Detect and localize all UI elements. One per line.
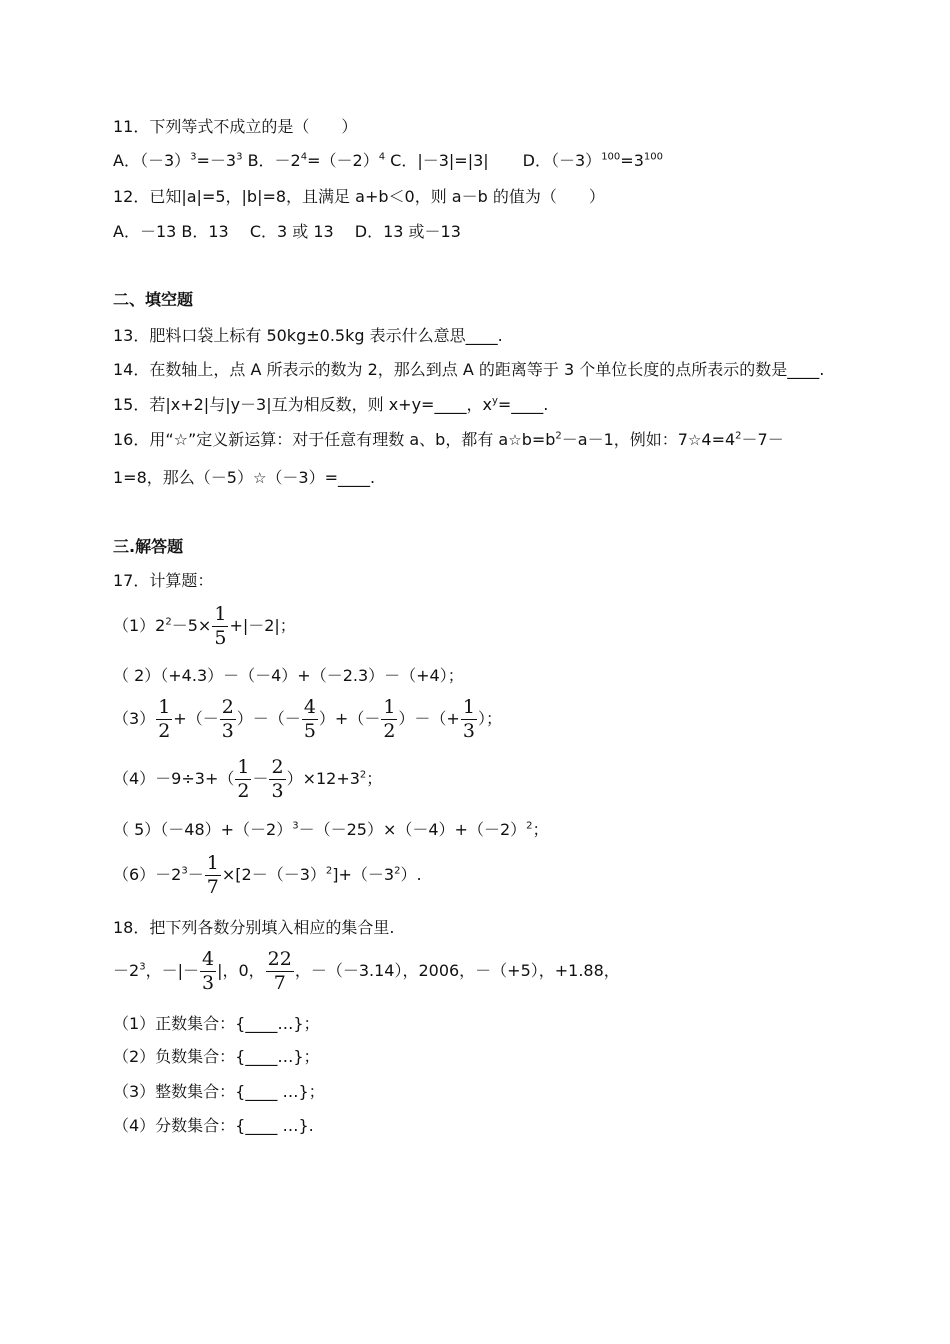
fraction [200,950,216,993]
text-fragment: （3） [113,709,156,728]
text-fragment: 100 [643,151,663,163]
text-fragment: （4）－9÷3+（ [113,769,235,788]
text-fragment: 3 [139,961,146,973]
text-fragment: 14．在数轴上，点 A 所表示的数为 2，那么到点 A 的距离等于 3 个单位长度的点所表示的数是____. [113,360,825,379]
text-fragment: 4 [201,948,215,970]
text-fragment: 2 [158,720,171,742]
question-18-set-positive [113,1014,320,1034]
text-fragment: =____. [497,395,549,414]
text-fragment: （3）整数集合：{____ …}； [113,1082,325,1101]
text-fragment: （ 2）（+4.3）－（－4）+（－2.3）－（+4）； [113,666,464,685]
text-fragment: －7－ [741,430,784,449]
text-fragment: －5× [171,616,212,635]
question-18-set-fraction [113,1116,314,1136]
question-18-set-negative [113,1047,320,1067]
text-fragment: 1 [214,603,227,625]
text-fragment: － [252,769,269,788]
question-17-part-3 [113,696,502,742]
text-fragment: 100 [601,151,621,163]
text-fragment: 3 [292,820,299,832]
text-fragment: ，－|－ [145,961,199,980]
question-13 [113,326,503,346]
text-fragment: 16．用“☆”定义新运算：对于任意有理数 a、b，都有 a [113,430,509,449]
text-fragment: 3 [201,972,215,994]
question-14 [113,360,824,380]
text-fragment: 3 [462,720,475,742]
text-fragment: （－3）=____. [266,468,376,487]
question-17-part-4 [113,756,382,802]
question-18-numbers [113,948,620,994]
text-fragment: A．（－3） [113,151,191,170]
text-fragment: ]+（－3 [332,865,395,884]
text-fragment: 18．把下列各数分别填入相应的集合里. [113,918,395,937]
question-17-part-5 [113,820,549,840]
fraction [461,698,477,741]
question-12-options [113,222,461,242]
text-fragment: 1 [237,756,250,778]
text-fragment: =3 [620,151,644,170]
text-fragment: 15．若|x+2|与|y－3|互为相反数，则 x+y=____，x [113,395,492,414]
text-fragment: ×[2－（－3） [221,865,326,884]
text-fragment: 4 [300,151,308,163]
text-fragment: （4）分数集合：{____ …}. [113,1116,314,1135]
text-fragment: 2 [325,865,333,877]
star-operator-icon: ☆ [687,431,702,449]
text-fragment: 11．下列等式不成立的是（ ） [113,117,358,136]
fraction [220,698,236,741]
text-fragment: 3 [190,151,197,163]
question-12-stem [113,187,605,207]
fraction [212,605,228,648]
text-fragment: （2）负数集合：{____…}； [113,1047,320,1066]
text-fragment: 7 [206,876,219,898]
text-fragment: 2 [237,780,250,802]
text-fragment: ； [366,769,383,788]
section-fill-in-title [113,290,193,310]
text-fragment: |，0， [217,961,265,980]
text-fragment: （ 5）（－48）+（－2） [113,820,293,839]
question-17-part-1 [113,603,296,649]
text-fragment: 12．已知|a|=5，|b|=8，且满足 a+b＜0，则 a－b 的值为（ ） [113,187,605,206]
text-fragment: （1）正数集合：{____…}； [113,1014,320,1033]
text-fragment: 3 [271,780,284,802]
text-fragment: ，－（－3.14），2006，－（+5），+1.88， [294,961,620,980]
fraction [205,854,221,897]
text-fragment: －（－25）×（－4）+（－2） [298,820,527,839]
question-18-set-integer [113,1082,325,1102]
text-fragment: （6）－2 [113,865,182,884]
text-fragment: 1 [383,696,396,718]
text-fragment: 4=4 [701,430,736,449]
text-fragment: B．－2 [242,151,301,170]
text-fragment: 3 [221,720,234,742]
text-fragment: =－3 [196,151,237,170]
fraction [381,698,397,741]
text-fragment: 2 [394,865,401,877]
text-fragment: － [187,865,204,884]
text-fragment: 5 [214,627,227,649]
question-16-line1 [113,430,784,450]
text-fragment: 4 [303,696,316,718]
text-fragment: 13．肥料口袋上标有 50kg±0.5kg 表示什么意思____. [113,326,503,345]
section-answer-title [113,537,183,557]
question-11-stem [113,117,357,137]
text-fragment: 三.解答题 [113,537,184,556]
text-fragment: 1 [206,852,219,874]
text-fragment: ）； [477,709,502,728]
text-fragment: 17．计算题： [113,571,214,590]
text-fragment: +|－2|； [229,616,296,635]
text-fragment: D．（－3） [522,151,602,170]
text-fragment: 7 [273,972,286,994]
text-fragment: 2 [735,430,742,442]
star-operator-icon: ☆ [508,431,522,449]
text-fragment: －a－1，例如：7 [561,430,688,449]
text-fragment: b=b [521,430,556,449]
text-fragment: 4 [378,151,386,163]
fraction [302,698,318,741]
fraction [156,698,172,741]
text-fragment: 2 [383,720,396,742]
text-fragment: ）. [400,865,422,884]
text-fragment: ）－（－ [236,709,301,728]
fraction [269,758,285,801]
text-fragment: （1）2 [113,616,166,635]
text-fragment: ）－（+ [398,709,460,728]
text-fragment: ）+（－ [318,709,381,728]
question-17-part-2 [113,666,464,686]
question-11-options [113,151,663,171]
text-fragment: 2 [221,696,234,718]
text-fragment: 22 [267,948,292,970]
text-fragment: 1 [158,696,171,718]
text-fragment: y [491,395,498,407]
text-fragment: 2 [271,756,284,778]
text-fragment: A．－13 B．13 C．3 或 13 D．13 或－13 [113,222,461,241]
text-fragment: 3 [181,865,188,877]
text-fragment: ； [532,820,549,839]
text-fragment: C．|－3|=|3| [385,151,489,170]
fraction [266,950,294,993]
text-fragment: 1 [462,696,475,718]
text-fragment: 3 [236,151,243,163]
text-fragment: 2 [555,430,562,442]
text-fragment: 二、填空题 [113,290,194,309]
star-operator-icon: ☆ [252,469,267,487]
text-fragment: +（－ [173,709,219,728]
text-fragment: 5 [303,720,316,742]
text-fragment: 2 [359,769,367,781]
text-fragment: －2 [113,961,140,980]
text-fragment: 1=8，那么（－5） [113,468,253,487]
question-17-part-6 [113,852,422,898]
text-fragment: 2 [526,820,533,832]
question-16-line2 [113,468,375,488]
text-fragment: ）×12+3 [286,769,360,788]
question-15 [113,395,548,415]
text-fragment: 2 [165,616,172,628]
question-18-stem [113,918,394,938]
fraction [235,758,251,801]
text-fragment: =（－2） [307,151,379,170]
question-17-stem [113,571,213,591]
